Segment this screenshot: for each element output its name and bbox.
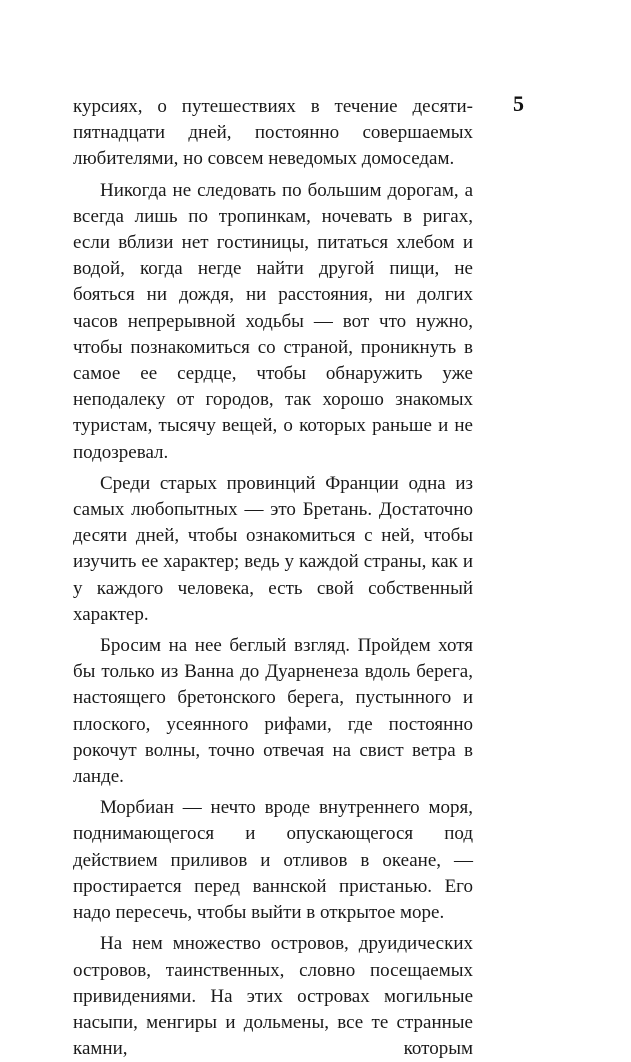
paragraph-morbihan: Морбиан — нечто вроде внутреннего моря, поднимающегося и опускающегося под действием приливов и отливов в океане, — простирается перед ваннской пристанью. Его надо пересечь, чтобы выйти в открытое море. [73, 797, 473, 924]
paragraph-continued: курсиях, о путешествиях в течение десяти-пятнадцати дней, постоянно совершаемых любителями, но совсем неведомых домоседам. [73, 96, 473, 170]
paragraph-glance: Бросим на нее беглый взгляд. Пройдем хотя бы только из Ванна до Дуарненеза вдоль берега, настоящего бретонского берега, пустынного и плоского, усеянного рифами, где постоянно рокочут волны, точно отвечая на свист ветра в ланде. [73, 635, 473, 788]
body-text [73, 94, 473, 1062]
paragraph-islands: На нем множество островов, друидических островов, таинственных, словно посещаемых привидениями. На этих островах могильные насыпи, менгиры и дольмены, все те странные камни, которым [73, 933, 473, 1060]
page-number: 5 [513, 91, 524, 116]
paragraph-brittany: Среди старых провинций Франции одна из самых любопытных — это Бретань. Достаточно десяти дней, чтобы ознакомиться с ней, чтобы изучить ее характер; ведь у каждой страны, как и у каждого человека, есть свой собственный характер. [73, 472, 473, 625]
paragraph-roads: Никогда не следовать по большим дорогам, а всегда лишь по тропинкам, ночевать в ригах, если вблизи нет гостиницы, питаться хлебом и водой, когда негде найти другой пищи, не бояться ни дождя, ни расстояния, ни долгих часов непрерывной ходьбы — вот что нужно, чтобы познакомиться со страной, проникнуть в самое ее сердце, чтобы обнаружить уже неподалеку от городов, так хорошо знакомых туристам, тысячу вещей, о которых раньше и не подозревал. [73, 179, 473, 463]
